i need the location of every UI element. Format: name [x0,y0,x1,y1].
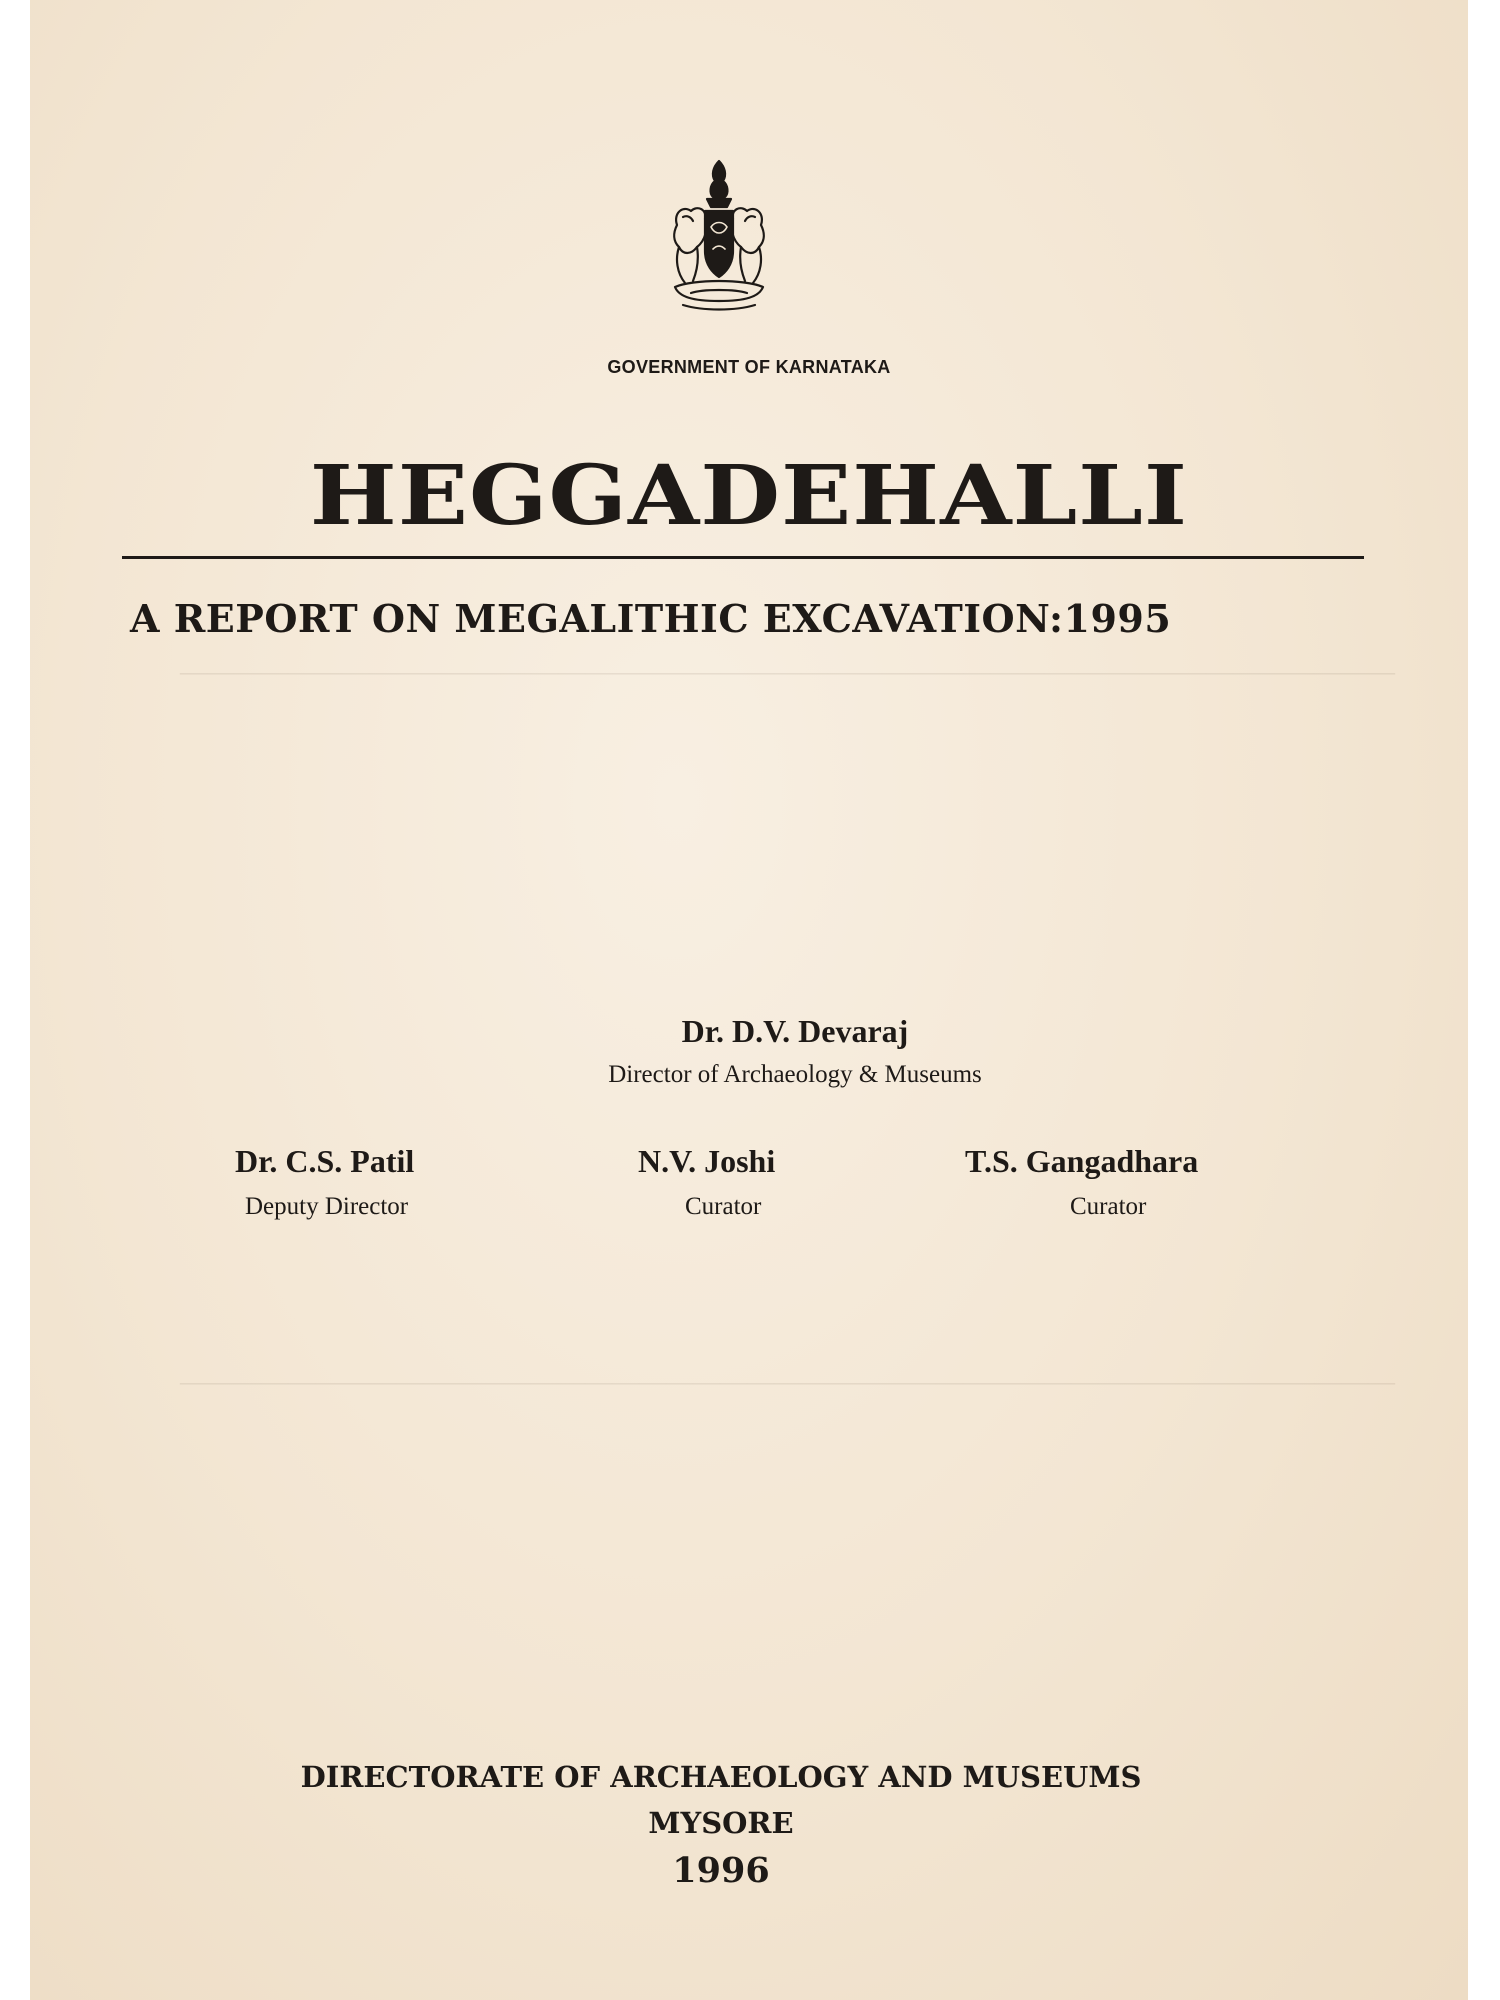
coauthor-name: T.S. Gangadhara [965,1143,1199,1179]
coauthor-role: Curator [685,1193,762,1220]
lead-author-role: Director of Archaeology & Museums [608,1061,982,1088]
title-rule-divider [122,556,1364,559]
coauthor-role: Deputy Director [245,1193,409,1220]
report-subtitle: A REPORT ON MEGALITHIC EXCAVATION:1995 [130,596,1172,641]
publisher-city: MYSORE [648,1806,794,1840]
title-page: ————————————————————————————————————————————— ————————————————————————————————————————————— GOVERNMENT OF KARNATAKA HEGGADEHALLI A REPORT ON MEGALITHIC EXCAVATION:1995 Dr. D.V. Devaraj Director of Archaeology & Museums Dr. C.S. Patil Deputy Director N.V. Joshi Curator T.S. Gangadhara Curator DIRECTORATE OF ARCHAEOLOGY AND MUSEUMS MYSORE 1996 [30,0,1468,2000]
coauthor-role: Curator [1070,1193,1147,1220]
lead-author-name: Dr. D.V. Devaraj [681,1013,909,1049]
publication-year: 1996 [672,1850,770,1891]
government-heading: GOVERNMENT OF KARNATAKA [607,357,891,377]
coauthor-name: N.V. Joshi [638,1143,776,1179]
publisher-name: DIRECTORATE OF ARCHAEOLOGY AND MUSEUMS [300,1760,1142,1794]
coauthor-name: Dr. C.S. Patil [235,1143,415,1179]
karnataka-state-emblem-icon [663,155,775,315]
report-title: HEGGADEHALLI [309,448,1189,544]
